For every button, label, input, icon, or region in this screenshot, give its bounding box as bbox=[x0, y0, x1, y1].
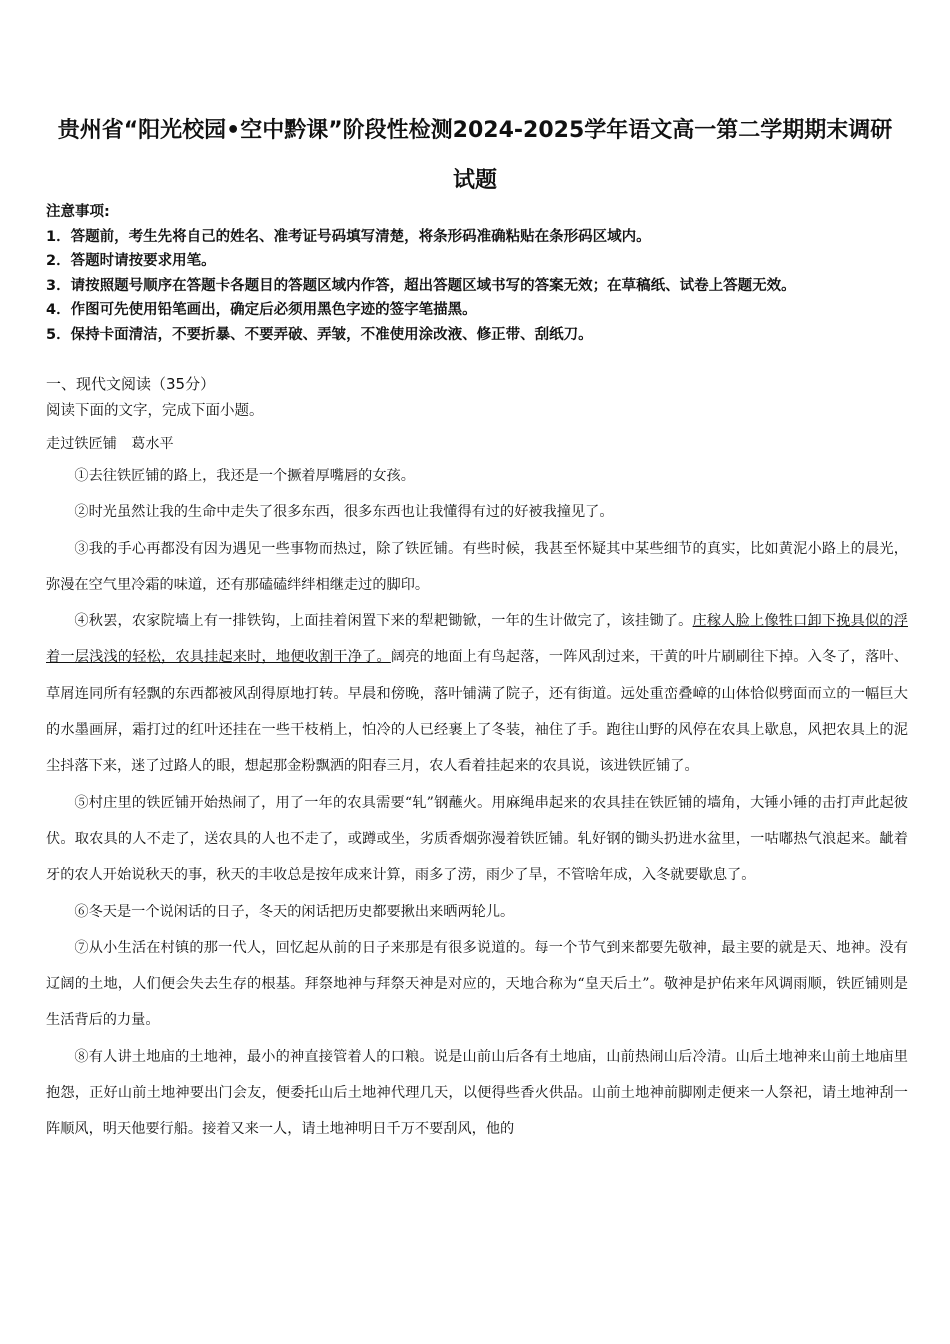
notice-item: 3．请按照题号顺序在答题卡各题目的答题区域内作答，超出答题区域书写的答案无效；在草稿纸、试卷上答题无效。 bbox=[46, 277, 796, 294]
article-body bbox=[46, 458, 908, 1148]
paragraph-2: ②时光虽然让我的生命中走失了很多东西，很多东西也让我懂得有过的好被我撞见了。 bbox=[74, 504, 614, 521]
paragraph-4-start: ④秋罢，农家院墙上有一排铁钩，上面挂着闲置下来的犁耙锄锨，一年的生计做完了，该挂锄了。 bbox=[74, 613, 693, 630]
notice-item: 5．保持卡面清洁，不要折暴、不要弄破、弄皱，不准使用涂改液、修正带、刮纸刀。 bbox=[46, 326, 593, 343]
paragraph-5: ⑤村庄里的铁匠铺开始热闹了，用了一年的农具需要“轧”钢蘸火。用麻绳串起来的农具挂在铁匠铺的墙角，大锤小锤的击打声此起彼伏。取农具的人不走了，送农具的人也不走了，或蹲或坐，劣质香烟弥漫着铁匠铺。轧好钢的锄头扔进水盆里，一咕嘟热气浪起来。龇着牙的农人开始说秋天的事，秋天的丰收总是按年成来计算，雨多了涝，雨少了旱，不管啥年成，入冬就要歇息了。 bbox=[46, 794, 908, 884]
paragraph-3: ③我的手心再都没有因为遇见一些事物而热过，除了铁匠铺。有些时候，我甚至怀疑其中某些细节的真实，比如黄泥小路上的晨光，弥漫在空气里冷霜的味道，还有那磕磕绊绊相继走过的脚印。 bbox=[46, 540, 908, 593]
notice-item: 1．答题前，考生先将自己的姓名、准考证号码填写清楚，将条形码准确粘贴在条形码区域内。 bbox=[46, 228, 651, 245]
notice-heading: 注意事项: bbox=[46, 204, 110, 220]
notice-item: 4．作图可先使用铅笔画出，确定后必须用黑色字迹的签字笔描黑。 bbox=[46, 302, 477, 318]
page-title: 贵州省“阳光校园•空中黔课”阶段性检测2024-2025学年语文高一第二学期期末调研 bbox=[57, 118, 893, 143]
section-heading: 一、现代文阅读（35分） bbox=[46, 375, 216, 393]
paragraph-6: ⑥冬天是一个说闲话的日子，冬天的闲话把历史都要揪出来晒两轮儿。 bbox=[74, 903, 515, 920]
notice-block bbox=[46, 200, 916, 347]
page-title-continued: 试题 bbox=[452, 168, 497, 193]
paragraph-1: ①去往铁匠铺的路上，我还是一个撅着厚嘴唇的女孩。 bbox=[74, 468, 415, 484]
paragraph-8: ⑧有人讲土地庙的土地神，最小的神直接管着人的口粮。说是山前山后各有土地庙，山前热闹山后冷清。山后土地神来山前土地庙里抱怨，正好山前土地神要出门会友，便委托山后土地神代理几天，以便得些香火供品。山前土地神前脚刚走便来一人祭祀，请土地神刮一阵顺风，明天他要行船。接着又来一人，请土地神明日千万不要刮风，他的 bbox=[46, 1048, 908, 1138]
paragraph-4-rest: 阔亮的地面上有鸟起落，一阵风刮过来，干黄的叶片刷刷往下掉。入冬了，落叶、草屑连同所有轻飘的东西都被风刮得原地打转。早晨和傍晚，落叶铺满了院子，还有街道。远处重峦叠嶂的山体恰似劈面而立的一幅巨大的水墨画屏，霜打过的红叶还挂在一些干枝梢上，怕冷的人已经裹上了冬装，袖住了手。跑往山野的风停在农具上歇息，风把农具上的泥尘抖落下来，迷了过路人的眼，想起那金粉飘洒的阳春三月，农人看着挂起来的农具说，该进铁匠铺了。 bbox=[46, 649, 908, 775]
article-title: 走过铁匠铺 葛水平 bbox=[46, 436, 174, 452]
section-instruction: 阅读下面的文字，完成下面小题。 bbox=[46, 403, 264, 419]
underlined-sentence: 庄稼人脸上像牲口卸下挽具似的浮着一层浅浅的轻松，农具挂起来时，地便收割干净了。 bbox=[46, 613, 908, 666]
paragraph-7: ⑦从小生活在村镇的那一代人，回忆起从前的日子来那是有很多说道的。每一个节气到来都要先敬神，最主要的就是天、地神。没有辽阔的土地，人们便会失去生存的根基。拜祭地神与拜祭天神是对应的，天地合称为“皇天后土”。敬神是护佑来年风调雨顺，铁匠铺则是生活背后的力量。 bbox=[46, 939, 908, 1029]
notice-item: 2．答题时请按要求用笔。 bbox=[46, 253, 216, 269]
paragraph-4 bbox=[46, 603, 908, 784]
